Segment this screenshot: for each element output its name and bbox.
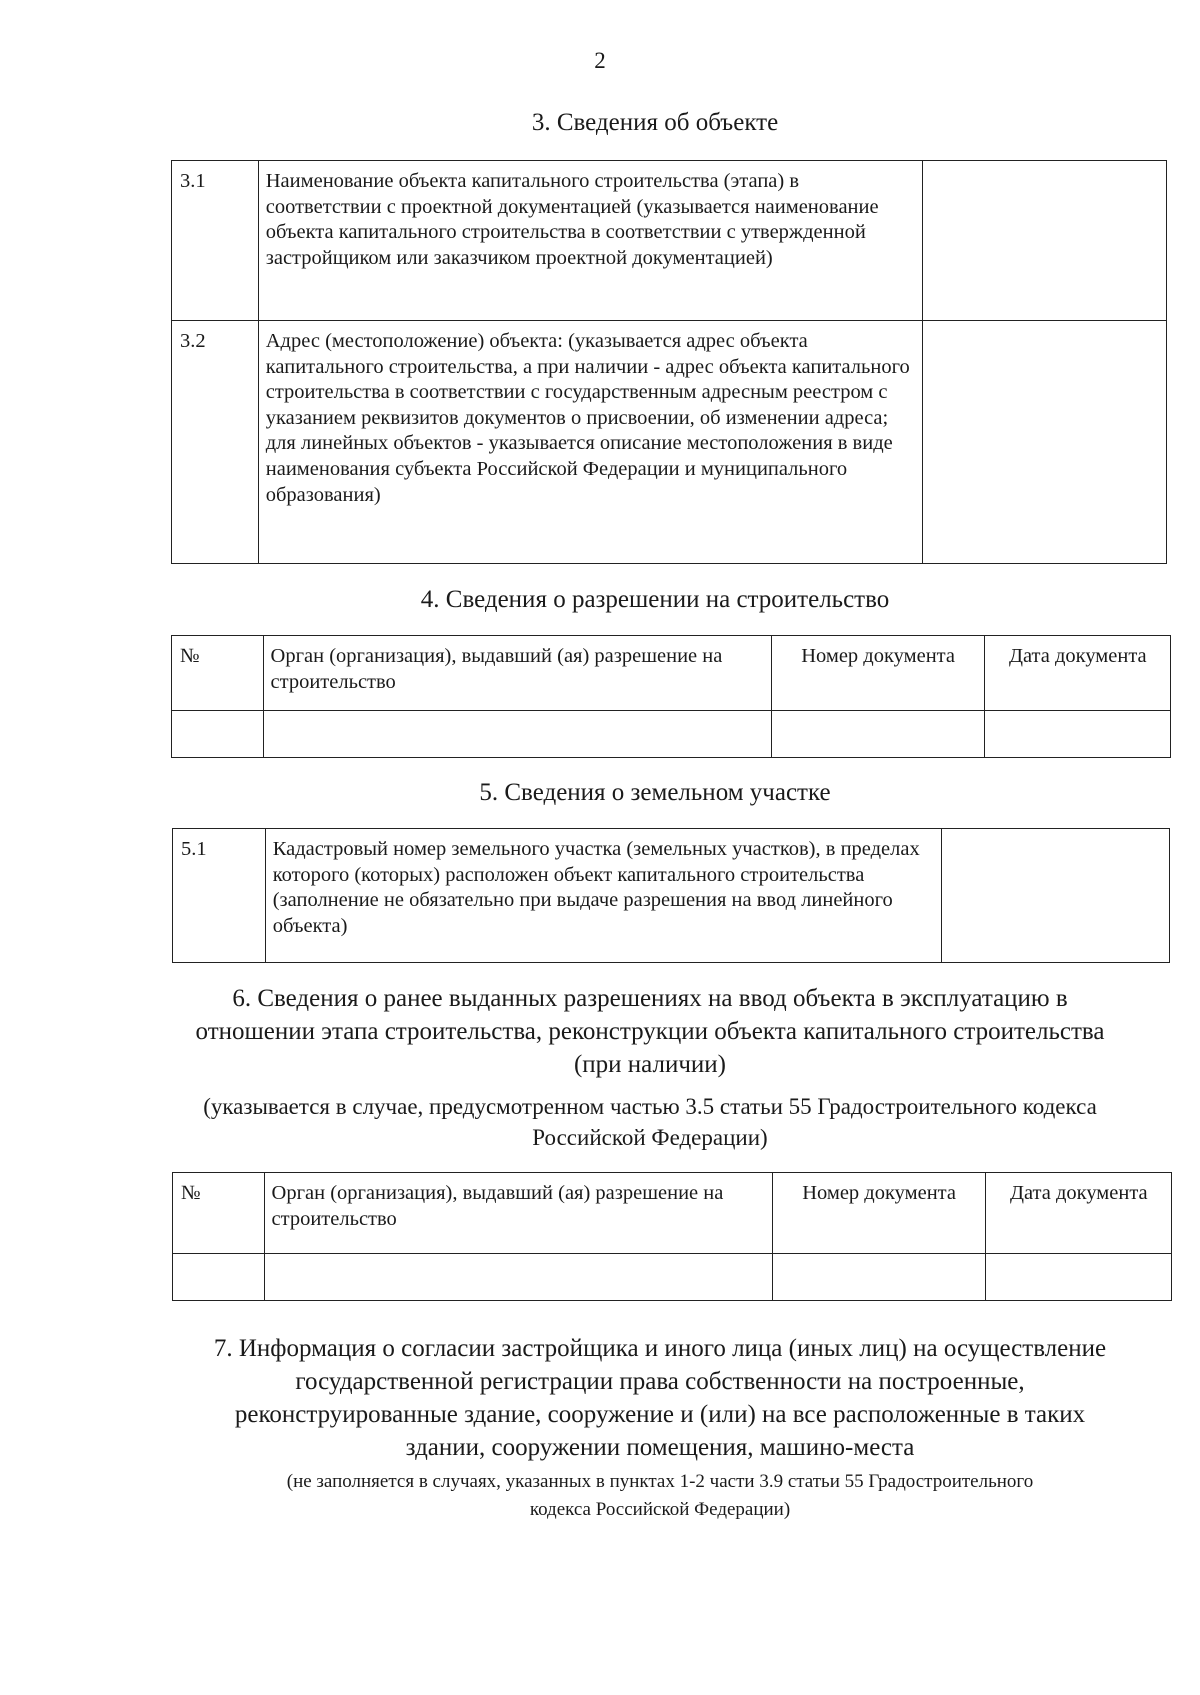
row-value-cell[interactable] <box>942 829 1170 963</box>
header-doc-date: Дата документа <box>985 1173 1171 1254</box>
section-3-title: 3. Сведения об объекте <box>531 109 779 136</box>
cell-authority[interactable] <box>263 711 771 758</box>
cell-doc-date[interactable] <box>984 711 1170 758</box>
section-5-title: 5. Сведения о земельном участке <box>479 779 831 806</box>
header-doc-number: Номер документа <box>772 1173 985 1254</box>
section-4-table <box>171 635 1171 758</box>
cell-doc-number[interactable] <box>772 1254 985 1301</box>
cell-doc-date[interactable] <box>985 1254 1171 1301</box>
table-row <box>173 1254 1172 1301</box>
section-5-table <box>172 828 1170 963</box>
cell-number[interactable] <box>173 1254 265 1301</box>
table-header-row <box>173 1173 1172 1254</box>
section-6-table <box>172 1172 1172 1301</box>
header-doc-number: Номер документа <box>771 636 984 711</box>
section-7-title: 7. Информация о согласии застройщика и иного лица (иных лиц) на осуществление государственной регистрации права собственности на построенные, реконструированные здание, сооружение и (или) на все расположенные в таких здании, сооружении помещения, машино-места <box>213 1335 1107 1461</box>
table-header-row <box>172 636 1171 711</box>
row-number-cell: 3.1 <box>172 161 259 321</box>
row-description-cell: Кадастровый номер земельного участка (земельных участков), в пределах которого (которых) расположен объект капитального строительства (заполнение не обязательно при выдаче разрешения на ввод линейного объекта) <box>265 829 941 963</box>
header-number: № <box>172 636 264 711</box>
section-4-title: 4. Сведения о разрешении на строительство <box>420 586 890 613</box>
row-number-cell: 5.1 <box>173 829 266 963</box>
page-number: 2 <box>594 48 606 73</box>
table-row <box>173 829 1170 963</box>
header-authority: Орган (организация), выдавший (ая) разрешение на строительство <box>264 1173 772 1254</box>
table-row <box>172 321 1167 564</box>
section-7-note: (не заполняется в случаях, указанных в пунктах 1-2 части 3.9 статьи 55 Градостроительного кодекса Российской Федерации) <box>286 1471 1034 1520</box>
row-description-cell: Адрес (местоположение) объекта: (указывается адрес объекта капитального строительства, а при наличии - адрес объекта капитального строительства в соответствии с государственным адресным реестром с указанием реквизитов документов о присвоении, об изменении адреса; для линейных объектов - указывается описание местоположения в виде наименования субъекта Российской Федерации и муниципального образования) <box>258 321 922 564</box>
header-doc-date: Дата документа <box>984 636 1170 711</box>
cell-authority[interactable] <box>264 1254 772 1301</box>
header-number: № <box>173 1173 265 1254</box>
row-value-cell[interactable] <box>923 321 1167 564</box>
row-description-cell: Наименование объекта капитального строительства (этапа) в соответствии с проектной документацией (указывается наименование объекта капитального строительства в соответствии с утвержденной застройщиком или заказчиком проектной документацией) <box>258 161 922 321</box>
section-6-note: (указывается в случае, предусмотренном частью 3.5 статьи 55 Градостроительного кодекса Российской Федерации) <box>203 1094 1097 1150</box>
cell-number[interactable] <box>172 711 264 758</box>
cell-doc-number[interactable] <box>771 711 984 758</box>
header-authority: Орган (организация), выдавший (ая) разрешение на строительство <box>263 636 771 711</box>
section-3-table <box>171 160 1167 564</box>
table-row <box>172 161 1167 321</box>
row-value-cell[interactable] <box>923 161 1167 321</box>
section-6-title: 6. Сведения о ранее выданных разрешениях на ввод объекта в эксплуатацию в отношении этапа строительства, реконструкции объекта капитального строительства (при наличии) <box>195 985 1105 1078</box>
row-number-cell: 3.2 <box>172 321 259 564</box>
table-row <box>172 711 1171 758</box>
